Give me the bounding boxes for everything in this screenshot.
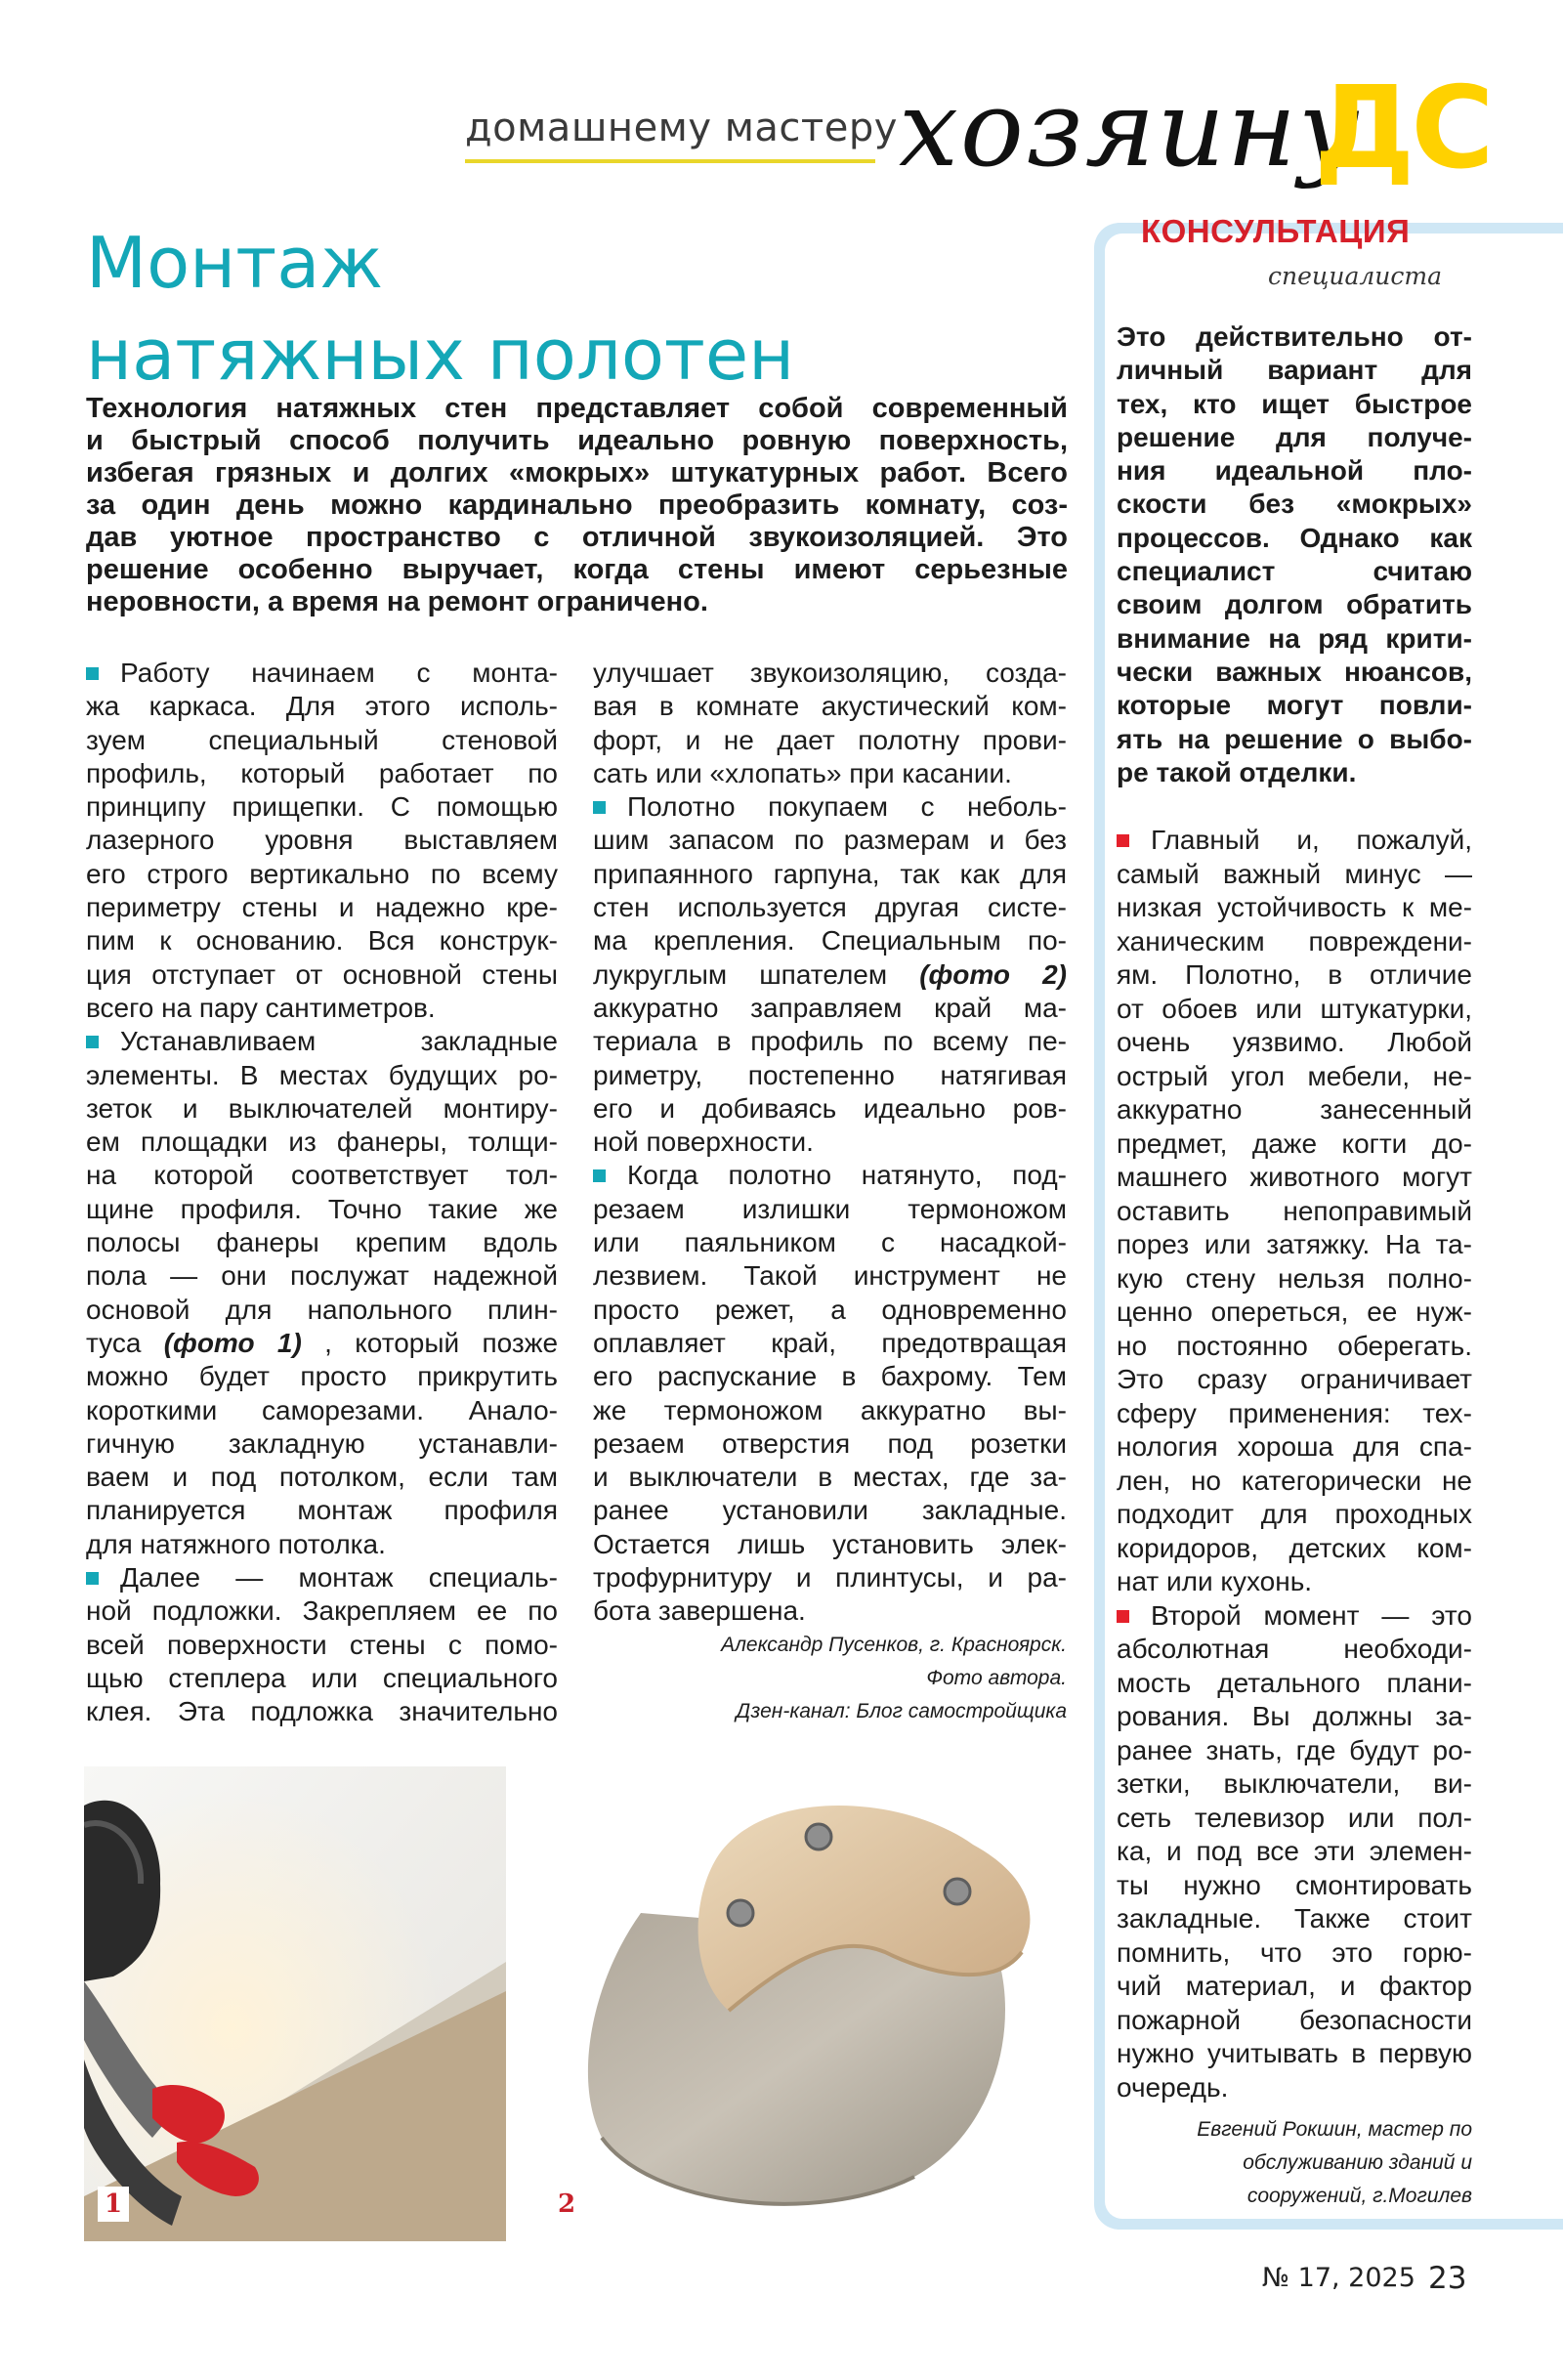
article-lead — [86, 393, 1068, 618]
paragraph-bullet-icon — [86, 1036, 99, 1048]
photo-1-illustration — [84, 1766, 506, 2241]
lead-line: избегая грязных и долгих «мокрых» штукатурных работ. Всего — [86, 457, 1068, 489]
article-column-2 — [593, 657, 1067, 1728]
paragraph: Когда полотно натянуто, под- резаем излишки термоножом или паяльником с насадкой- лезвием. Такой инструмент не просто режет, а одновременно оплавляет край, предотвращая его распускание в бахрому. Тем же термоножом аккуратно вы- резаем отверстия под розетки и выключатели в местах, где за- ранее установили закладные. Остается лишь установить элек- трофурнитуру и плинтусы, и ра- бота завершена. — [593, 1160, 1067, 1627]
consultation-subheading: специалиста — [1268, 262, 1442, 290]
paragraph-bullet-icon — [593, 801, 606, 814]
photo-1-number: 1 — [98, 2187, 129, 2222]
paragraph-bullet-icon — [86, 1572, 99, 1585]
header-underline — [465, 159, 875, 163]
issue-number: № 17, 2025 — [1262, 2263, 1415, 2293]
paragraph: Далее — монтаж специаль- ной подложки. Закрепляем ее по всей поверхности стены с помо- щью степлера или специального клея. Эта подложка значительно — [86, 1562, 558, 1727]
photo-1-installation — [84, 1766, 506, 2241]
paragraph: Главный и, пожалуй, самый важный минус — низкая устойчивость к ме- ханическим повреждени- ям. Полотно, в отличие от обоев или штукатурки, очень уязвимо. Любой острый угол мебели, не- аккуратно занесенный предмет, даже когти до- машнего животного могут оставить непоправимый порез или затяжку. На та- кую стену нельзя полно- ценно опереться, ее нуж- но постоянно оберегать. Это сразу ограничивает сферу применения: тех- нология хороша для спа- лен, но категорически не подходит для проходных коридоров, детских ком- нат или кухонь. — [1117, 825, 1472, 1596]
consultation-body — [1117, 824, 1472, 2104]
lead-line: за один день можно кардинально преобразить комнату, соз- — [86, 489, 1068, 521]
magazine-logo: ДС — [1314, 63, 1491, 194]
paragraph-bullet-icon — [1117, 1610, 1129, 1623]
lead-line: неровности, а время на ремонт ограничено. — [86, 586, 708, 617]
paragraph-bullet-icon — [86, 667, 99, 680]
consultation-heading: КОНСУЛЬТАЦИЯ — [1141, 213, 1411, 249]
lead-line: Технология натяжных стен представляет собой современный — [86, 393, 1068, 424]
paragraph: Полотно покупаем с неболь- шим запасом по размерам и без припаянного гарпуна, так как для стен используется другая систе- ма крепления. Специальным по- лукруглым шпателем (фото 2) аккуратно заправляем край ма- териала в профиль по всему пе- риметру, постепенно натягивая его и добиваясь идеально ров- ной поверхности. — [593, 791, 1067, 1158]
article-title-line: натяжных полотен — [86, 314, 795, 396]
lead-line: дав уютное пространство с отличной звукоизоляцией. Это — [86, 522, 1068, 553]
paragraph-bullet-icon — [1117, 834, 1129, 847]
article-column-1 — [86, 657, 558, 1729]
header-section: хозяину — [899, 68, 1362, 191]
paragraph: улучшает звукоизоляцию, созда- вая в комнате акустический ком- форт, и не дает полотну прови- сать или «хлопать» при касании. — [593, 658, 1067, 788]
article-title-line: Монтаж — [86, 222, 384, 304]
consultation-lead: Это действительно от- личный вариант для тех, кто ищет быстрое решение для получе- ния идеальной пло- скости без «мокрых» процессов. Однако как специалист считаю своим долгом обратить внимание на ряд крити- чески важных нюансов, которые могут повли- ять на решение о выбо- ре такой отделки. — [1117, 321, 1472, 787]
header-subtitle: домашнему мастеру — [465, 106, 898, 150]
paragraph: Устанавливаем закладные элементы. В местах будущих ро- зеток и выключателей монтиру- ем площадки из фанеры, толщи- на которой соответствует тол- щине профиля. Точно такие же полосы фанеры крепим вдоль пола — они послужат надежной основой для напольного плин- туса (фото 1) , который позже можно будет просто прикрутить короткими саморезами. Анало- гичную закладную устанавли- ваем и под потолком, если там планируется монтаж профиля для натяжного потолка. — [86, 1026, 559, 1559]
photo-2-spatula — [533, 1766, 1077, 2241]
lead-line: решение особенно выручает, когда стены имеют серьезные — [86, 554, 1068, 585]
paragraph-bullet-icon — [593, 1169, 606, 1182]
photo-2-illustration — [533, 1766, 1077, 2241]
paragraph: Работу начинаем с монта- жа каркаса. Для этого исполь- зуем специальный стеновой профиль, который работает по принципу прищепки. С помощью лазерного уровня выставляем его строго вертикально по всему периметру стены и надежно кре- пим к основанию. Вся конструк- ция отступает от основной стены всего на пару сантиметров. — [86, 658, 558, 1023]
photo-2-reference: (фото 2) — [919, 958, 1067, 990]
article-title — [86, 217, 1063, 401]
photo-2-number: 2 — [551, 2187, 582, 2222]
consultation-credit: Евгений Рокшин, мастер по обслуживанию зданий и сооружений, г.Могилев — [1197, 2118, 1472, 2207]
photo-1-reference: (фото 1) — [163, 1327, 302, 1358]
lead-line: и быстрый способ получить идеально ровную поверхность, — [86, 425, 1068, 456]
paragraph: Второй момент — это абсолютная необходи- мость детального плани- рования. Вы должны за- ранее знать, где будут ро- зетки, выключатели, ви- сеть телевизор или пол- ка, и под все эти элемен- ты нужно смонтировать закладные. Также стоит помнить, что это горю- чий материал, и фактор пожарной безопасности нужно учитывать в первую очередь. — [1117, 1599, 1472, 2103]
article-credit: Александр Пусенков, г. Красноярск. Фото автора. Дзен-канал: Блог самостройщика — [721, 1633, 1067, 1722]
page-number: 23 — [1428, 2261, 1467, 2296]
